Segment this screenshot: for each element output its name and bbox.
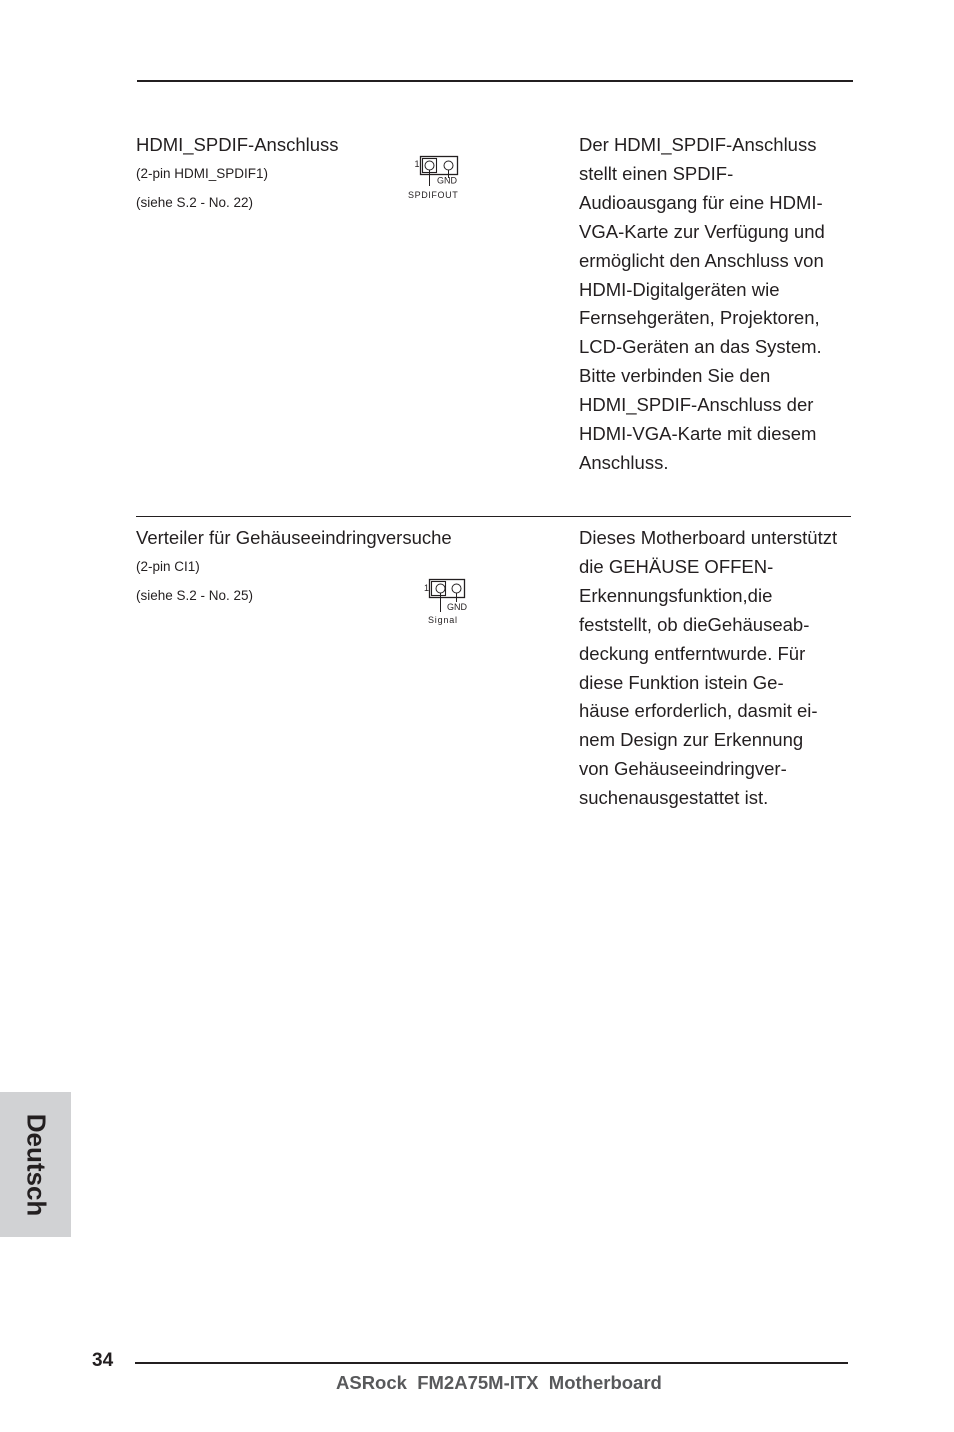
pin1-label: 1	[424, 583, 430, 593]
connector-frame	[430, 580, 465, 598]
description-line: Bitte verbinden Sie den	[579, 365, 771, 387]
description-line: LCD-Geräten an das System.	[579, 336, 822, 358]
description-line: feststellt, ob dieGehäuseab-	[579, 613, 810, 635]
description-line: suchenausgestattet ist.	[579, 787, 769, 809]
footer-title: ASRock FM2A75M-ITX Motherboard	[336, 1372, 662, 1393]
description-line: Der HDMI_SPDIF-Anschluss	[579, 134, 817, 155]
description-line: Audioausgang für eine HDMI-	[579, 191, 823, 213]
signal-label: Signal	[428, 615, 458, 625]
pin-label: (2-pin HDMI_SPDIF1)	[136, 166, 269, 181]
pin1-circle	[436, 584, 445, 593]
description-line: Erkennungsfunktion,die	[579, 584, 773, 606]
top-rule	[137, 80, 853, 82]
chassis-intrusion-connector-diagram	[424, 575, 488, 627]
pin1-label: 1	[414, 159, 420, 169]
description-line: diese Funktion istein Ge-	[579, 671, 784, 693]
description-line: Dieses Motherboard unterstützt	[579, 527, 838, 548]
description-line: häuse erforderlich, dasmit ei-	[579, 700, 818, 722]
pin-label: (2-pin CI1)	[136, 559, 200, 574]
gnd-label: GND	[447, 602, 467, 612]
pin1-circle	[425, 161, 434, 170]
description-line: von Gehäuseeindringver-	[579, 758, 787, 780]
connector-frame	[421, 157, 458, 175]
description-line: HDMI-Digitalgeräten wie	[579, 278, 780, 300]
signal-label: SPDIFOUT	[408, 190, 459, 200]
language-side-tab	[0, 1092, 71, 1237]
pin1-square	[432, 582, 446, 596]
gnd-label: GND	[437, 175, 457, 186]
section-description	[579, 524, 837, 813]
pin2-circle	[444, 161, 453, 170]
spdif-connector-diagram	[406, 152, 470, 204]
description-line: HDMI_SPDIF-Anschluss der	[579, 394, 814, 416]
description-line: HDMI-VGA-Karte mit diesem	[579, 423, 817, 445]
description-line: nem Design zur Erkennung	[579, 729, 804, 751]
description-line: Fernsehgeräten, Projektoren,	[579, 307, 820, 329]
section-title: HDMI_SPDIF-Anschluss	[136, 134, 339, 155]
section-description	[579, 131, 825, 478]
footer-rule	[135, 1362, 848, 1364]
page-number: 34	[92, 1350, 114, 1371]
pin2-circle	[452, 584, 461, 593]
section-divider	[136, 516, 851, 517]
page-reference: (siehe S.2 - No. 25)	[136, 588, 254, 603]
description-line: deckung entferntwurde. Für	[579, 642, 806, 664]
section-title: Verteiler für Gehäuseeindringversuche	[136, 527, 452, 548]
description-line: Anschluss.	[579, 451, 669, 473]
description-line: ermöglicht den Anschluss von	[579, 249, 824, 271]
language-side-tab-label: Deutsch	[21, 1113, 51, 1216]
description-line: stellt einen SPDIF-	[579, 162, 734, 184]
description-line: die GEHÄUSE OFFEN-	[579, 555, 774, 577]
page-reference: (siehe S.2 - No. 22)	[136, 195, 254, 210]
description-line: VGA-Karte zur Verfügung und	[579, 220, 825, 242]
